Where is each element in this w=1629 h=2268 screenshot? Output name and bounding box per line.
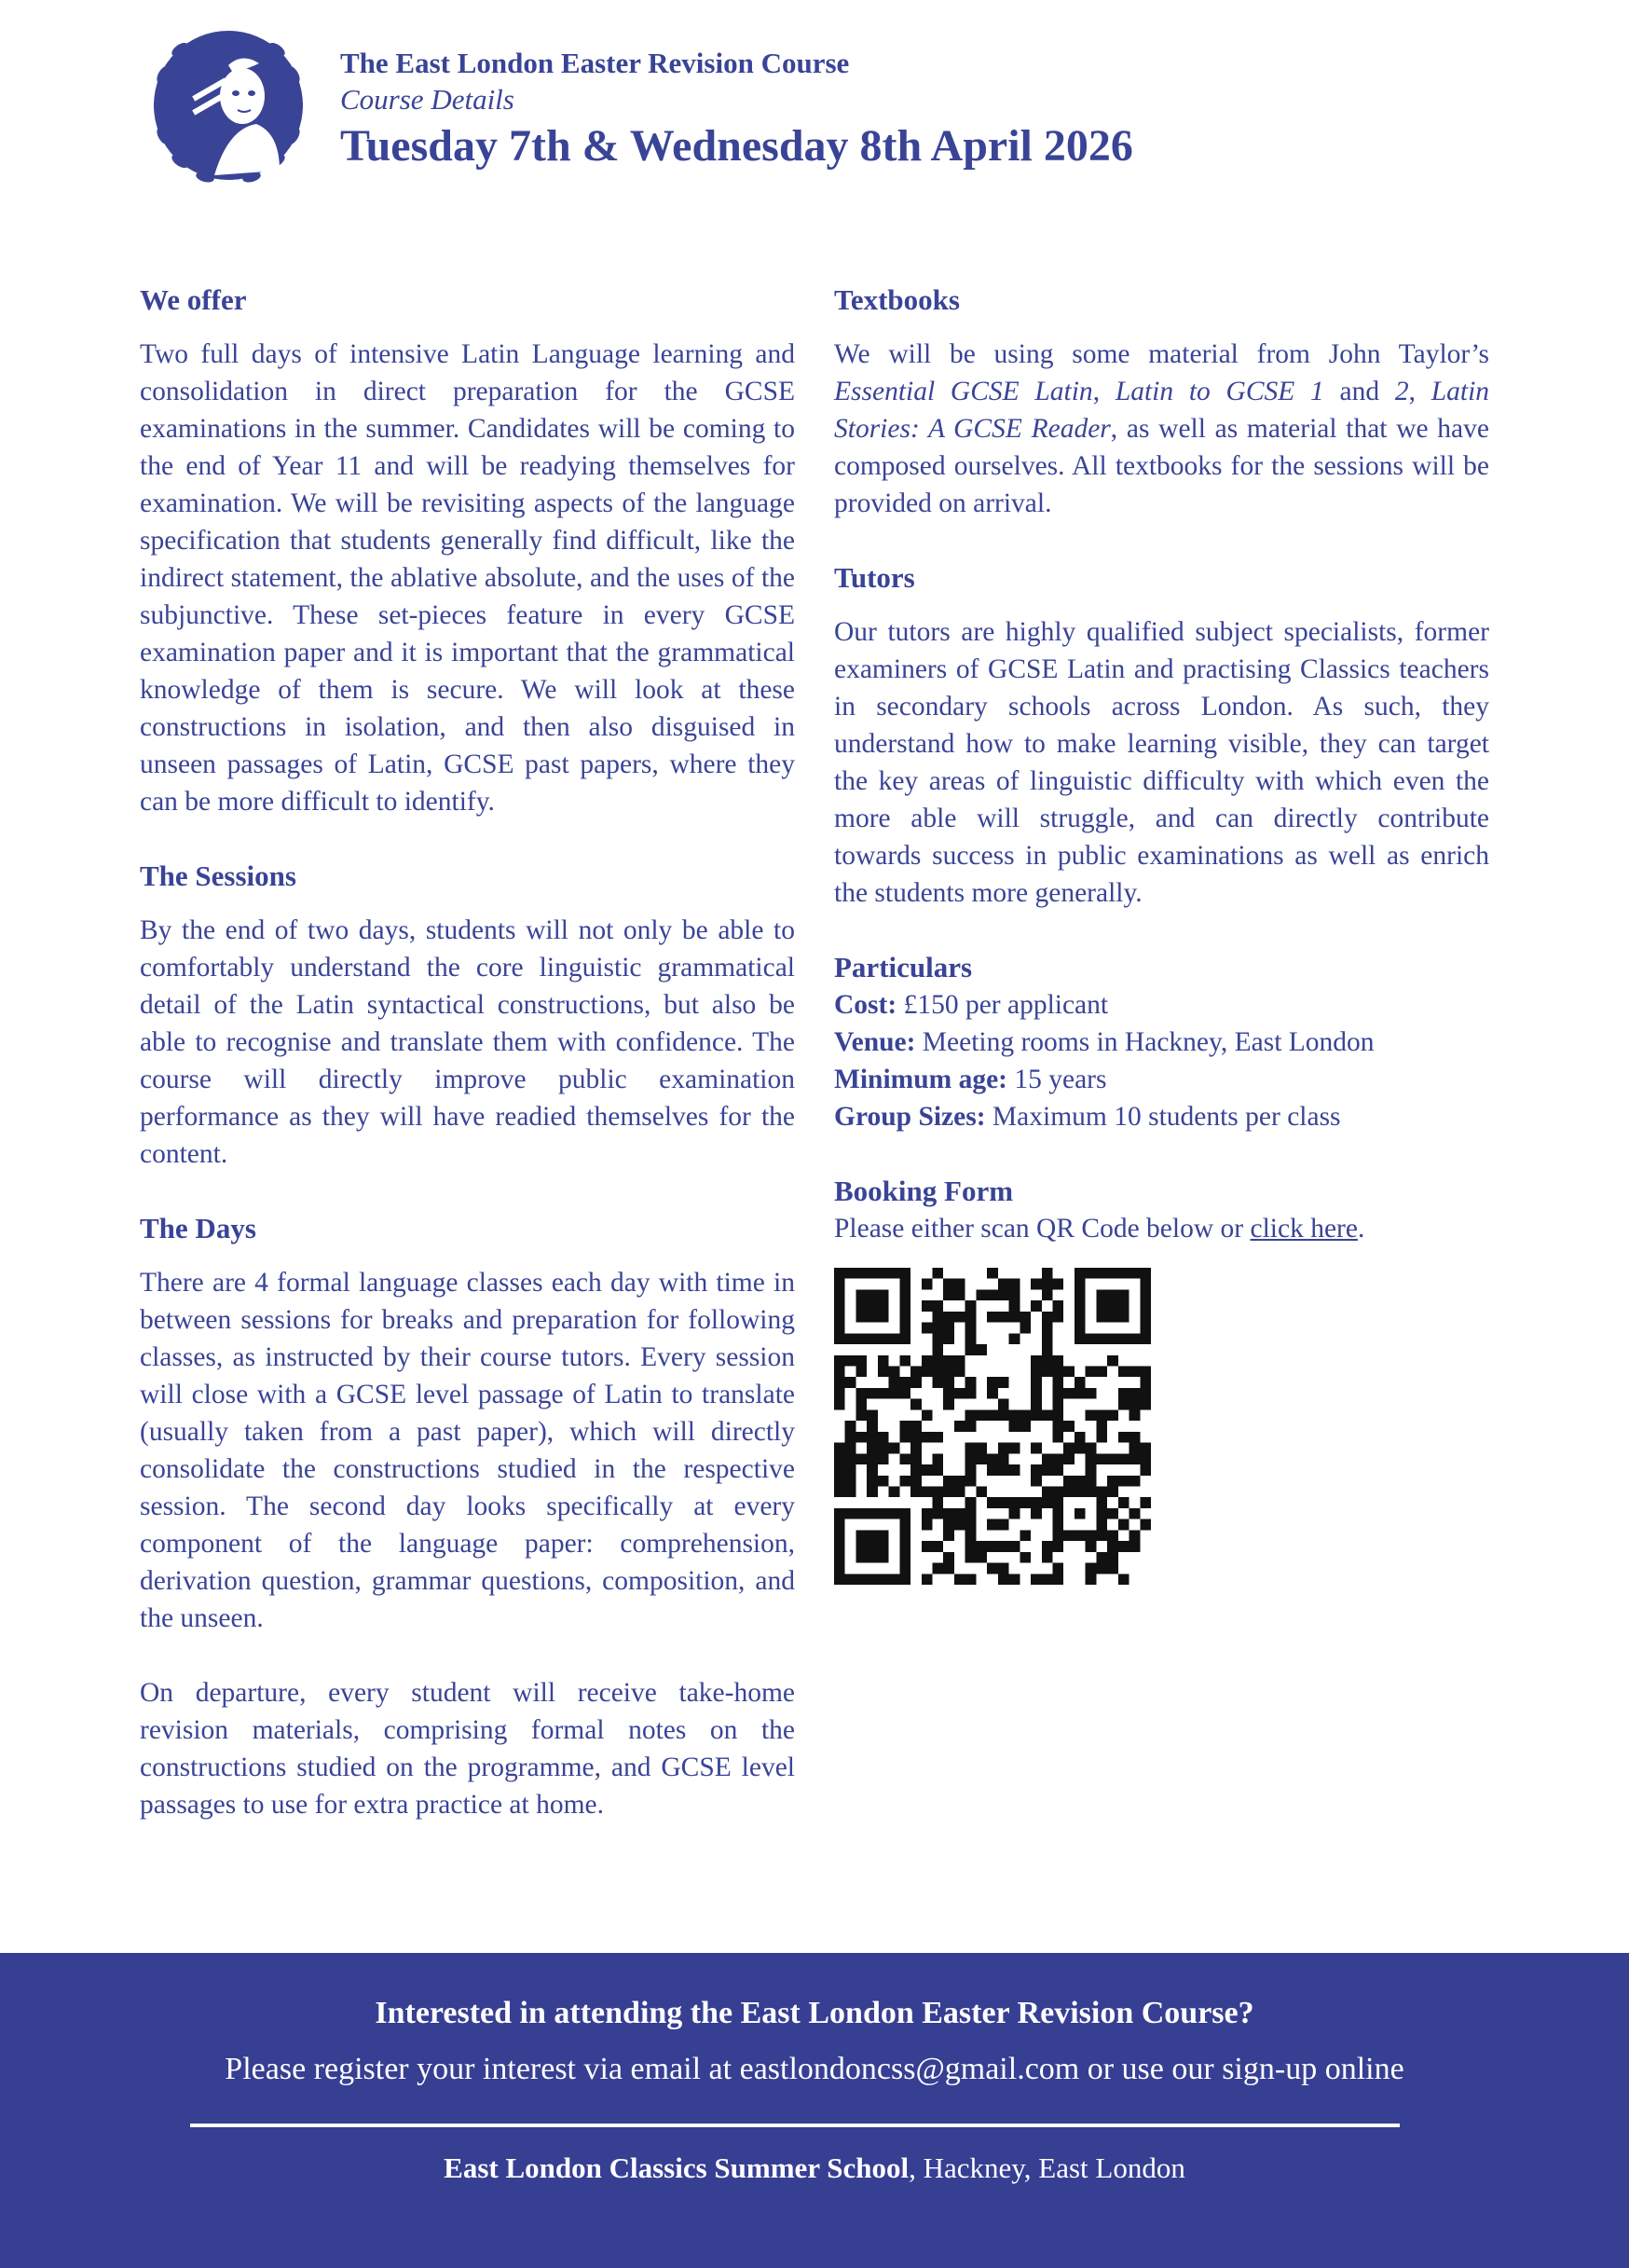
footer-divider	[190, 2124, 1400, 2127]
book-title: Latin to GCSE 1	[1115, 377, 1324, 406]
book-title: 2	[1394, 377, 1409, 406]
days-heading: The Days	[140, 1212, 256, 1244]
offer-text: Two full days of intensive Latin Language learning and consolidation in direct preparation for the GCSE examinations in the summer. Candidates will be coming to the end of Year 11 and will be readying themselves for examination. We will be revisiting aspects of the language specification that students generally find difficult, like the indirect statement, the ablative absolute, and the uses of the subjunctive. These set-pieces feature in every GCSE examination paper and it is important that the grammatical knowledge of them is secure. We will look at these constructions in isolation, and then also disguised in unseen passages of Latin, GCSE past papers, where they can be more difficult to identify.	[140, 339, 795, 817]
tutors-text: Our tutors are highly qualified subject specialists, former examiners of GCSE Latin and practising Classics teachers in secondary schools across London. As such, they understand how to make learning visible, they can target the key areas of linguistic difficulty with which even the more able will struggle, and can directly contribute towards success in public examinations as well as enrich the students more generally.	[834, 617, 1489, 908]
book-title: Essential GCSE Latin	[834, 377, 1093, 406]
laurel-wreath-portrait-logo	[140, 17, 317, 194]
particulars-heading: Particulars	[834, 951, 973, 983]
departure-text: On departure, every student will receive take-home revision materials, comprising formal notes on the constructions studied on the programme, and GCSE level passages to use for extra practice at home.	[140, 1678, 795, 1820]
particular-group-sizes: Group Sizes: Maximum 10 students per class	[834, 1102, 1341, 1132]
footer-banner	[0, 1953, 1629, 2268]
booking-instructions: Please either scan QR Code below or click here.	[834, 1214, 1365, 1244]
booking-heading: Booking Form	[834, 1175, 1014, 1207]
book-title: Latin Stories: A GCSE Reader	[834, 377, 1490, 444]
left-column	[140, 282, 795, 1823]
textbooks-heading: Textbooks	[834, 283, 960, 316]
textbooks-text: We will be using some material from John Taylor’s Essential GCSE Latin, Latin to GCSE 1 and 2, Latin Stories: A GCSE Reader, as well as material that we have composed ourselves. All textbooks for the sessions will be provided on arrival.	[834, 339, 1490, 518]
particular-cost: Cost: £150 per applicant	[834, 990, 1109, 1020]
offer-heading: We offer	[140, 283, 247, 316]
header	[140, 17, 1491, 203]
particular-venue: Venue: Meeting rooms in Hackney, East London	[834, 1027, 1375, 1057]
sessions-heading: The Sessions	[140, 859, 296, 892]
organisation-title: The East London Easter Revision Course	[340, 47, 850, 79]
particular-minimum-age: Minimum age: 15 years	[834, 1065, 1107, 1094]
right-column	[834, 282, 1489, 1585]
page-subtitle: Course Details	[340, 83, 514, 116]
footer-question: Interested in attending the East London Easter Revision Course?	[375, 1996, 1254, 2030]
qr-code-icon[interactable]	[834, 1268, 1151, 1585]
tutors-heading: Tutors	[834, 561, 915, 594]
days-text: There are 4 formal language classes each day with time in between sessions for breaks and preparation for following classes, as instructed by their course tutors. Every session will close with a GCSE level passage of Latin to translate (usually taken from a past paper), which will directly consolidate the constructions studied in the respective session. The second day looks specifically at every component of the language paper: comprehension, derivation question, grammar questions, composition, and the unseen.	[140, 1268, 795, 1633]
sessions-text: By the end of two days, students will not only be able to comfortably understand the core linguistic grammatical detail of the Latin syntactical constructions, but also be able to recognise and translate them with confidence. The course will directly improve public examination performance as they will have readied themselves for the content.	[140, 915, 795, 1169]
footer-school: East London Classics Summer School, Hackney, East London	[444, 2151, 1185, 2184]
footer-register: Please register your interest via email at eastlondoncss@gmail.com or use our sign-up online	[225, 2052, 1404, 2086]
course-date: Tuesday 7th & Wednesday 8th April 2026	[340, 121, 1133, 171]
booking-link[interactable]: click here	[1250, 1214, 1358, 1244]
